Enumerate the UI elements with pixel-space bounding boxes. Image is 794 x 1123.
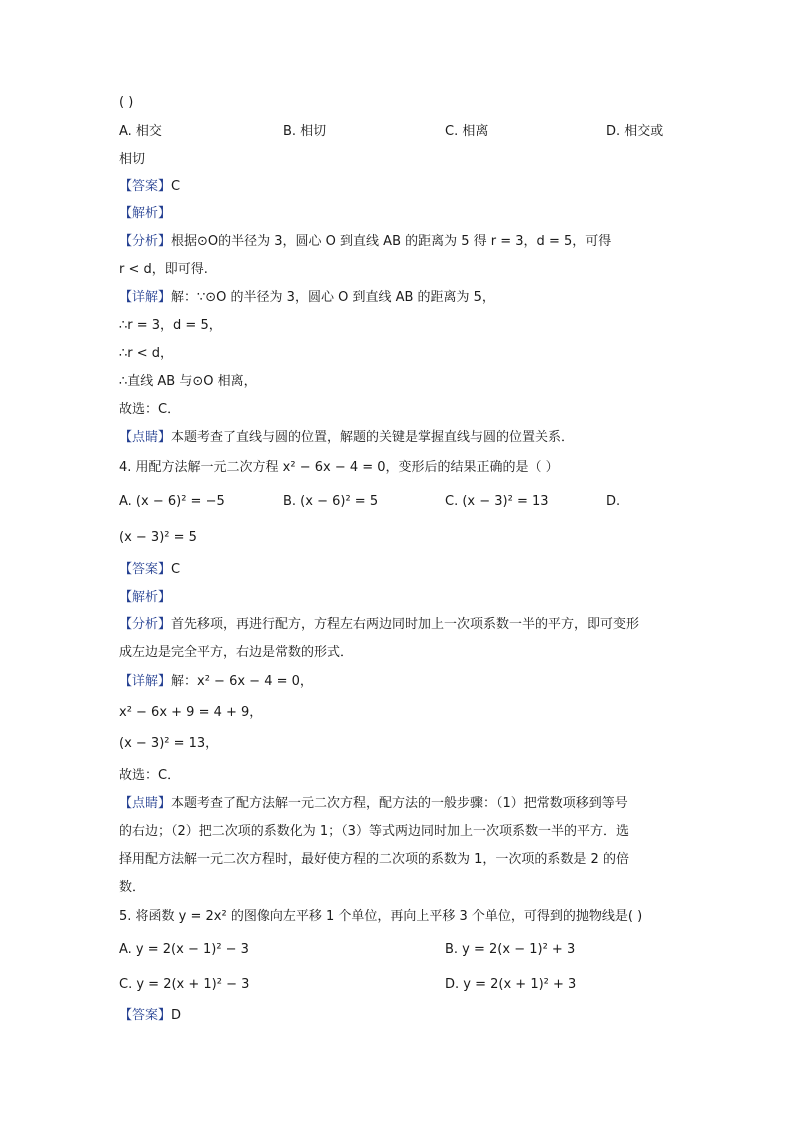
q4-fenxi-line	[119, 615, 639, 635]
q4-jiexi-label: 【解析】	[119, 590, 172, 605]
q5-option-d: D. y = 2(x + 1)² + 3	[445, 977, 577, 992]
answer-value: C	[171, 179, 181, 194]
q5-option-a: A. y = 2(x − 1)² − 3	[119, 942, 249, 957]
q5-stem: 5. 将函数 y = 2x² 的图像向左平移 1 个单位，再向上平移 3 个单位，可得到的抛物线是( )	[119, 909, 643, 924]
q4-step-1: x² − 6x + 9 = 4 + 9，	[119, 705, 263, 720]
q5-option-b: B. y = 2(x − 1)² + 3	[445, 942, 576, 957]
dianjing-text: 本题考查了配方法解一元二次方程，配方法的一般步骤：（1）把常数项移到等号	[171, 796, 628, 811]
q4-option-a: A. (x − 6)² = −5	[119, 494, 225, 509]
q3-xiangjie-line	[119, 288, 495, 308]
xiangjie-text: 解：∵⊙O 的半径为 3，圆心 O 到直线 AB 的距离为 5，	[171, 290, 495, 305]
fenxi-text: 根据⊙O的半径为 3，圆心 O 到直线 AB 的距离为 5 得 r = 3，d = 5，可得	[171, 234, 612, 249]
q4-xiangjie-line	[119, 672, 313, 692]
answer-label: 【答案】	[119, 179, 172, 194]
fenxi-text: 首先移项，再进行配方，方程左右两边同时加上一次项系数一半的平方，即可变形	[171, 617, 640, 632]
dianjing-label: 【点睛】	[119, 430, 172, 445]
q5-option-c: C. y = 2(x + 1)² − 3	[119, 977, 250, 992]
q4-option-d-continued: (x − 3)² = 5	[119, 530, 197, 545]
q3-option-d-continued: 相切	[119, 152, 146, 167]
q3-step-2: ∴r < d，	[119, 346, 174, 361]
q4-answer-line	[119, 560, 180, 580]
q4-dianjing-line	[119, 794, 628, 814]
q3-step-1: ∴r = 3，d = 5，	[119, 318, 222, 333]
xiangjie-text: 解：x² − 6x − 4 = 0，	[171, 674, 313, 689]
q4-step-2: (x − 3)² = 13，	[119, 736, 219, 751]
q4-dianjing-text-3: 择用配方法解一元二次方程时，最好使方程的二次项的系数为 1，一次项的系数是 2 的倍	[119, 852, 629, 867]
answer-value: D	[171, 1008, 182, 1023]
dianjing-text: 本题考查了直线与圆的位置，解题的关键是掌握直线与圆的位置关系．	[171, 430, 575, 445]
q3-answer-line	[119, 177, 180, 197]
q3-option-b: B. 相切	[283, 124, 327, 139]
q4-fenxi-text-2: 成左边是完全平方，右边是常数的形式．	[119, 645, 354, 660]
q4-stem: 4. 用配方法解一元二次方程 x² − 6x − 4 = 0，变形后的结果正确的是（ ）	[119, 460, 559, 475]
q3-paren: ( )	[119, 95, 134, 110]
fenxi-label: 【分析】	[119, 234, 172, 249]
q3-option-d: D. 相交或	[606, 124, 664, 139]
fenxi-label: 【分析】	[119, 617, 172, 632]
q3-dianjing-line	[119, 428, 574, 448]
answer-value: C	[171, 562, 181, 577]
q3-step-3: ∴直线 AB 与⊙O 相离，	[119, 374, 257, 389]
xiangjie-label: 【详解】	[119, 674, 172, 689]
q4-dianjing-text-4: 数．	[119, 880, 146, 895]
q3-fenxi-line	[119, 232, 611, 252]
q3-jiexi-label: 【解析】	[119, 206, 172, 221]
dianjing-label: 【点睛】	[119, 796, 172, 811]
q3-choose: 故选：C．	[119, 402, 181, 417]
q4-option-d: D.	[606, 494, 621, 509]
q3-option-a: A. 相交	[119, 124, 162, 139]
answer-label: 【答案】	[119, 1008, 172, 1023]
q4-option-c: C. (x − 3)² = 13	[445, 494, 549, 509]
xiangjie-label: 【详解】	[119, 290, 172, 305]
q3-fenxi-text-2: r < d，即可得.	[119, 262, 208, 277]
q5-answer-line	[119, 1006, 181, 1026]
q4-choose: 故选：C．	[119, 768, 181, 783]
answer-label: 【答案】	[119, 562, 172, 577]
q4-dianjing-text-2: 的右边；（2）把二次项的系数化为 1；（3）等式两边同时加上一次项系数一半的平方．选	[119, 824, 629, 839]
q4-option-b: B. (x − 6)² = 5	[283, 494, 379, 509]
q3-option-c: C. 相离	[445, 124, 489, 139]
